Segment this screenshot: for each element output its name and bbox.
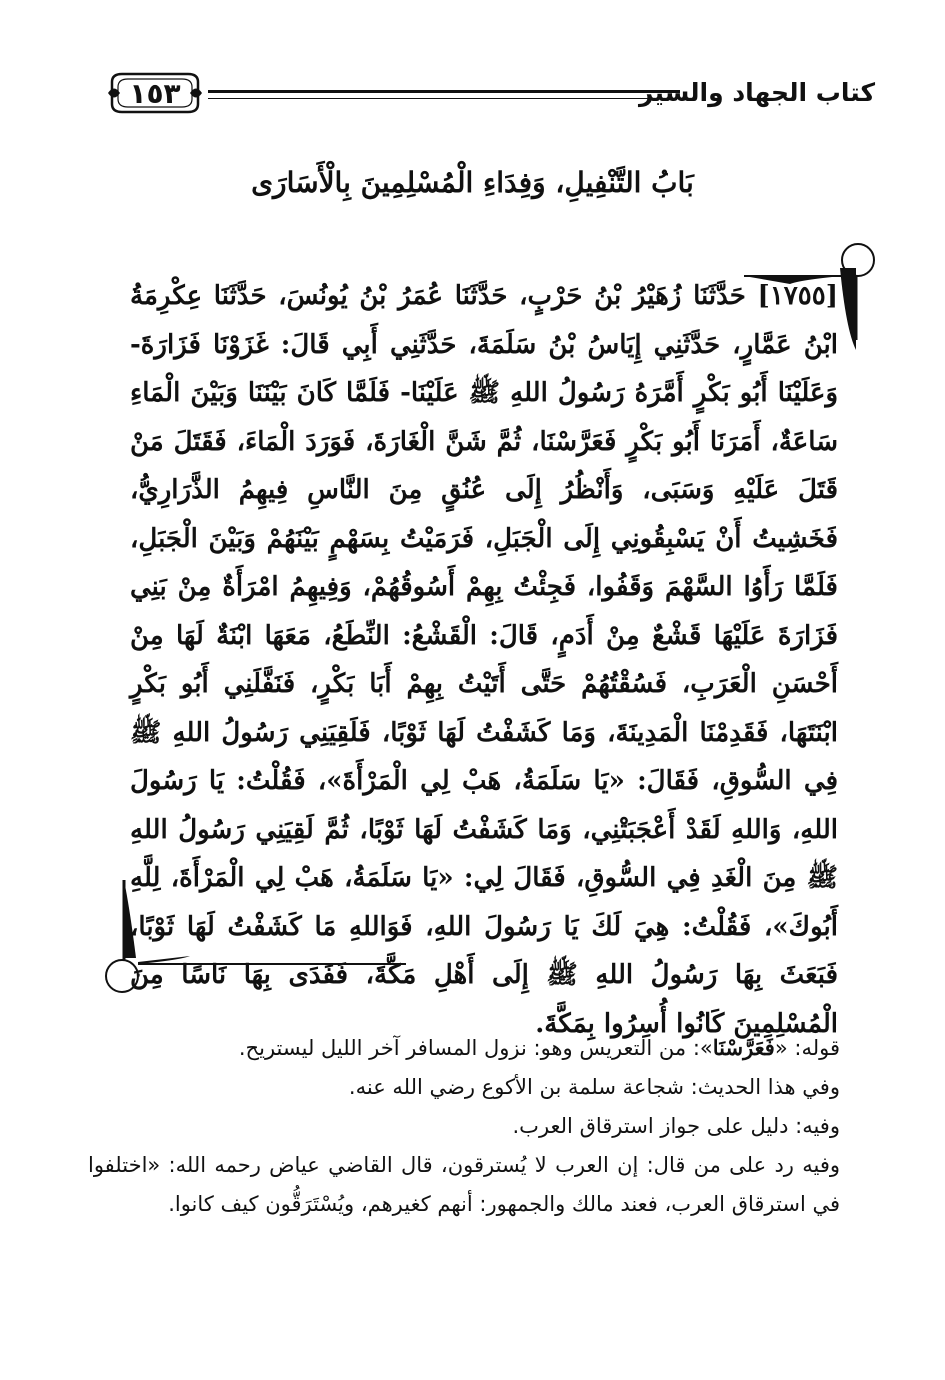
hadith-text: [١٧٥٥] حَدَّثَنَا زُهَيْرُ بْنُ حَرْبٍ، حَدَّثَنَا عُمَرُ بْنُ يُونُسَ، حَدَّثَنَا عِكْرِمَةُ ابْنُ عَمَّارٍ، حَدَّثَنِي إِيَاسُ بْنُ سَلَمَةَ، حَدَّثَنِي أَبِي قَالَ: غَزَوْنَا فَزَارَةَ- وَعَلَيْنَا أَبُو بَكْرٍ أَمَّرَهُ رَسُولُ اللهِ ﷺ عَلَيْنَا- فَلَمَّا كَانَ بَيْنَنَا وَبَيْنَ الْمَاءِ سَاعَةٌ، أَمَرَنَا أَبُو بَكْرٍ فَعَرَّسْنَا، ثُمَّ شَنَّ الْغَارَةَ، فَوَرَدَ الْمَاءَ، فَقَتَلَ مَنْ قَتَلَ عَلَيْهِ وَسَبَى، وَأَنْظُرُ إِلَى عُنُقٍ مِنَ النَّاسِ فِيهِمُ الذَّرَارِيُّ، فَخَشِيتُ أَنْ يَسْبِقُونِي إِلَى الْجَبَلِ، فَرَمَيْتُ بِسَهْمٍ بَيْنَهُمْ وَبَيْنَ الْجَبَلِ، فَلَمَّا رَأَوُا السَّهْمَ وَقَفُوا، فَجِئْتُ بِهِمْ أَسُوقُهُمْ، وَفِيهِمُ امْرَأَةٌ مِنْ بَنِي فَزَارَةَ عَلَيْهَا قَشْعٌ مِنْ أَدَمٍ، قَالَ: الْقَشْعُ: النِّطَعُ، مَعَهَا ابْنَةٌ لَهَا مِنْ أَحْسَنِ الْعَرَبِ، فَسُقْتُهُمْ حَتَّى أَتَيْتُ بِهِمْ أَبَا بَكْرٍ، فَنَفَّلَنِي أَبُو بَكْرٍ ابْنَتَهَا، فَقَدِمْنَا الْمَدِينَةَ، وَمَا كَشَفْتُ لَهَا ثَوْبًا، فَلَقِيَنِي رَسُولُ اللهِ ﷺ فِي السُّوقِ، فَقَالَ: «يَا سَلَمَةُ، هَبْ لِي الْمَرْأَةَ»، فَقُلْتُ: يَا رَسُولَ اللهِ، وَاللهِ لَقَدْ أَعْجَبَتْنِي، وَمَا كَشَفْتُ لَهَا ثَوْبًا، ثُمَّ لَقِيَنِي رَسُولُ اللهِ ﷺ مِنَ الْغَدِ فِي السُّوقِ، فَقَالَ لِي: «يَا سَلَمَةُ، هَبْ لِي الْمَرْأَةَ، لِلَّهِ أَبُوكَ»، فَقُلْتُ: هِيَ لَكَ يَا رَسُولَ اللهِ، فَوَاللهِ مَا كَشَفْتُ لَهَا ثَوْبًا، فَبَعَثَ بِهَا رَسُولُ اللهِ ﷺ إِلَى أَهْلِ مَكَّةَ، فَفَدَى بِهَا نَاسًا مِنَ الْمُسْلِمِينَ كَانُوا أُسِرُوا بِمَكَّةَ. <box>130 281 839 1039</box>
header-rule-thick <box>208 90 680 93</box>
header-rule-thin <box>208 98 680 99</box>
commentary-paragraph: وفيه: دليل على جواز استرقاق العرب. <box>512 1114 840 1138</box>
page-header <box>90 62 875 122</box>
chapter-title: بَابُ التَّنْفِيلِ، وَفِدَاءِ الْمُسْلِمِينَ بِالْأَسَارَى <box>251 166 694 199</box>
commentary <box>88 1028 840 1224</box>
page-number: ١٥٣ <box>129 76 181 110</box>
commentary-paragraph: وفي هذا الحديث: شجاعة سلمة بن الأكوع رضي الله عنه. <box>348 1075 840 1099</box>
commentary-paragraph: قوله: «فَعَرَّسْنَا»: من التعريس وهو: نزول المسافر آخر الليل ليستريح. <box>238 1035 840 1060</box>
book-title: كتاب الجهاد والسير <box>638 78 875 107</box>
highlighted-term: فَعَرَّسْنَا <box>712 1035 775 1060</box>
commentary-paragraph: وفيه رد على من قال: إن العرب لا يُسترقون، قال القاضي عياض رحمه الله: «اختلفوا في استرقاق العرب، فعند مالك والجمهور: أنهم كغيرهم، ويُسْتَرَقُّون كيف كانوا. <box>88 1153 840 1216</box>
page-number-badge <box>108 70 202 116</box>
